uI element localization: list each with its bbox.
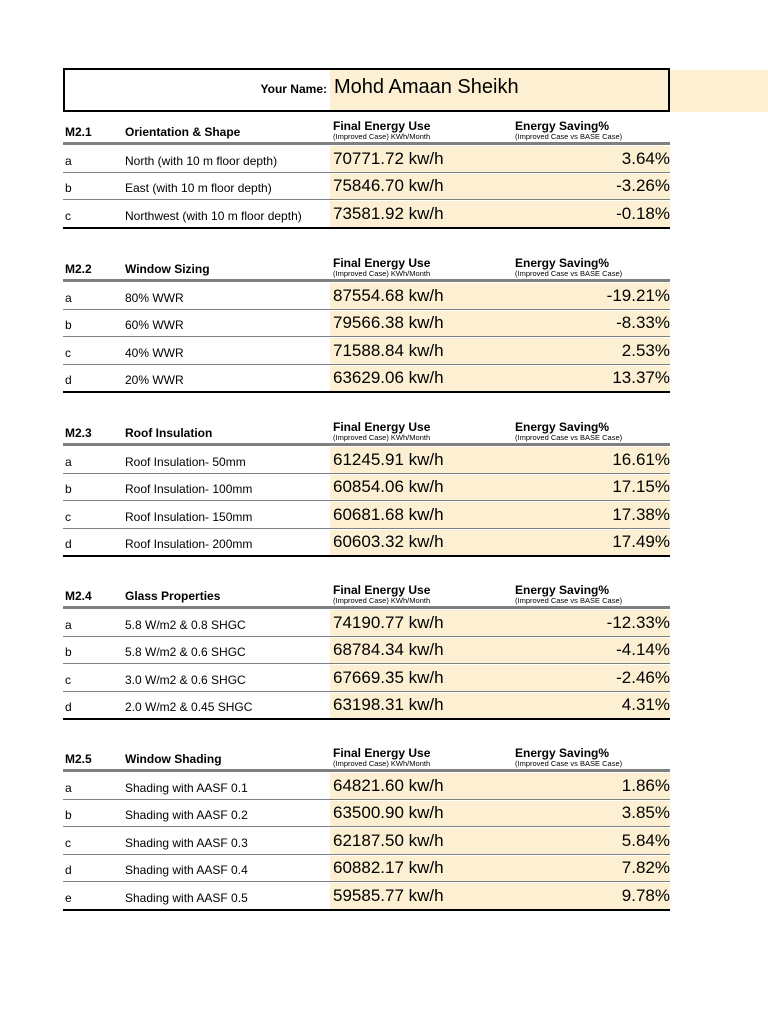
saving-value-cell[interactable]: 17.38%: [612, 504, 670, 524]
section-header: [63, 741, 670, 772]
col-energy-header: [333, 747, 430, 768]
energy-value-cell[interactable]: 59585.77 kw/h: [333, 885, 444, 905]
saving-value-cell[interactable]: 5.84%: [621, 830, 670, 850]
row-letter: a: [65, 290, 72, 305]
table-row: [63, 664, 670, 692]
col-saving-title: Energy Saving%: [515, 745, 610, 760]
row-label: Shading with AASF 0.3: [125, 835, 248, 850]
saving-value-cell[interactable]: 9.78%: [621, 885, 670, 905]
table-row: [63, 501, 670, 529]
table-row: [63, 145, 670, 173]
section-code: M2.5: [65, 752, 92, 766]
row-label: Roof Insulation- 50mm: [125, 454, 246, 469]
section-m2-1: [63, 114, 670, 229]
col-saving-title: Energy Saving%: [515, 419, 610, 434]
table-row: [63, 692, 670, 721]
section-title: Glass Properties: [125, 589, 221, 603]
saving-value-cell[interactable]: 2.53%: [621, 340, 670, 360]
col-energy-title: Final Energy Use: [333, 118, 431, 133]
section-code: M2.2: [65, 262, 92, 276]
saving-value-cell[interactable]: 16.61%: [612, 449, 670, 469]
table-row: [63, 827, 670, 855]
col-saving-subtitle: (Improved Case vs BASE Case): [515, 432, 623, 442]
section-title: Window Shading: [125, 752, 222, 766]
col-energy-subtitle: (Improved Case) KWh/Month: [333, 595, 431, 605]
section-code: M2.3: [65, 426, 92, 440]
section-title: Roof Insulation: [125, 426, 213, 440]
section-header: [63, 415, 670, 446]
table-row: [63, 365, 670, 394]
table-row: [63, 337, 670, 365]
saving-value-cell[interactable]: 3.64%: [621, 148, 670, 168]
col-saving-header: [515, 747, 622, 768]
row-letter: d: [65, 700, 72, 714]
col-saving-subtitle: (Improved Case vs BASE Case): [515, 595, 623, 605]
section-code: M2.1: [65, 125, 92, 139]
saving-value-cell[interactable]: -3.26%: [616, 176, 670, 195]
saving-value-cell[interactable]: -2.46%: [616, 667, 670, 687]
energy-value-cell[interactable]: 63198.31 kw/h: [333, 695, 444, 714]
row-label: 2.0 W/m2 & 0.45 SHGC: [125, 700, 253, 714]
col-saving-header: [515, 421, 622, 442]
energy-value-cell[interactable]: 61245.91 kw/h: [333, 449, 444, 469]
row-label: 5.8 W/m2 & 0.8 SHGC: [125, 617, 246, 632]
row-letter: b: [65, 482, 72, 496]
energy-value-cell[interactable]: 87554.68 kw/h: [333, 285, 444, 305]
table-row: [63, 446, 670, 474]
table-row: [63, 310, 670, 338]
energy-value-cell[interactable]: 71588.84 kw/h: [333, 340, 444, 360]
row-label: Roof Insulation- 150mm: [125, 509, 253, 524]
energy-value-cell[interactable]: 62187.50 kw/h: [333, 830, 444, 850]
row-label: Shading with AASF 0.5: [125, 890, 248, 905]
energy-value-cell[interactable]: 64821.60 kw/h: [333, 775, 444, 795]
row-letter: a: [65, 153, 72, 168]
section-m2-3: [63, 415, 670, 557]
row-label: Shading with AASF 0.1: [125, 780, 248, 795]
row-label: 40% WWR: [125, 345, 184, 360]
section-header: [63, 578, 670, 609]
energy-value-cell[interactable]: 67669.35 kw/h: [333, 667, 444, 687]
row-letter: c: [65, 672, 71, 687]
saving-value-cell[interactable]: 4.31%: [621, 695, 670, 714]
col-saving-subtitle: (Improved Case vs BASE Case): [515, 268, 623, 278]
energy-value-cell[interactable]: 60681.68 kw/h: [333, 504, 444, 524]
name-value[interactable]: Mohd Amaan Sheikh: [334, 76, 519, 98]
section-header: [63, 251, 670, 282]
row-label: Roof Insulation- 100mm: [125, 482, 253, 496]
energy-value-cell[interactable]: 75846.70 kw/h: [333, 176, 444, 195]
col-energy-header: [333, 421, 430, 442]
row-letter: b: [65, 645, 72, 659]
row-label: 80% WWR: [125, 290, 184, 305]
row-label: Northwest (with 10 m floor depth): [125, 208, 302, 223]
section-title: Orientation & Shape: [125, 125, 241, 139]
row-letter: d: [65, 863, 72, 877]
row-label: Roof Insulation- 200mm: [125, 537, 253, 551]
row-label: 3.0 W/m2 & 0.6 SHGC: [125, 672, 246, 687]
col-energy-subtitle: (Improved Case) KWh/Month: [333, 758, 431, 768]
col-energy-header: [333, 257, 430, 278]
saving-value-cell[interactable]: 17.15%: [612, 477, 670, 496]
saving-value-cell[interactable]: -4.14%: [616, 640, 670, 659]
section-title: Window Sizing: [125, 262, 210, 276]
section-code: M2.4: [65, 589, 92, 603]
col-energy-header: [333, 120, 430, 141]
col-saving-subtitle: (Improved Case vs BASE Case): [515, 131, 623, 141]
row-label: East (with 10 m floor depth): [125, 181, 272, 195]
saving-value-cell[interactable]: 3.85%: [621, 803, 670, 822]
row-label: North (with 10 m floor depth): [125, 153, 278, 168]
saving-value-cell[interactable]: -8.33%: [616, 313, 670, 332]
row-label: 20% WWR: [125, 373, 184, 387]
col-energy-title: Final Energy Use: [333, 582, 431, 597]
col-energy-header: [333, 584, 430, 605]
col-energy-title: Final Energy Use: [333, 745, 431, 760]
energy-value-cell[interactable]: 70771.72 kw/h: [333, 148, 444, 168]
saving-value-cell[interactable]: -0.18%: [616, 203, 670, 223]
table-row: [63, 637, 670, 665]
table-row: [63, 529, 670, 558]
col-saving-header: [515, 120, 622, 141]
energy-value-cell[interactable]: 68784.34 kw/h: [333, 640, 444, 659]
table-row: [63, 282, 670, 310]
saving-value-cell[interactable]: -19.21%: [606, 285, 670, 305]
col-energy-title: Final Energy Use: [333, 419, 431, 434]
energy-value-cell[interactable]: 63629.06 kw/h: [333, 368, 444, 387]
name-label: Your Name:: [260, 82, 327, 96]
col-saving-title: Energy Saving%: [515, 582, 610, 597]
col-energy-title: Final Energy Use: [333, 255, 431, 270]
row-letter: d: [65, 537, 72, 551]
energy-value-cell[interactable]: 73581.92 kw/h: [333, 203, 444, 223]
energy-value-cell[interactable]: 63500.90 kw/h: [333, 803, 444, 822]
saving-value-cell[interactable]: 7.82%: [621, 858, 670, 877]
energy-value-cell[interactable]: 79566.38 kw/h: [333, 313, 444, 332]
section-header: [63, 114, 670, 145]
section-m2-5: [63, 741, 670, 911]
row-label: 5.8 W/m2 & 0.6 SHGC: [125, 645, 246, 659]
col-saving-header: [515, 584, 622, 605]
row-letter: c: [65, 208, 71, 223]
row-label: Shading with AASF 0.2: [125, 808, 248, 822]
row-letter: b: [65, 808, 72, 822]
row-letter: c: [65, 345, 71, 360]
table-row: [63, 882, 670, 911]
col-saving-header: [515, 257, 622, 278]
row-label: 60% WWR: [125, 318, 184, 332]
table-row: [63, 609, 670, 637]
row-letter: b: [65, 181, 72, 195]
table-row: [63, 800, 670, 828]
section-m2-4: [63, 578, 670, 720]
energy-value-cell[interactable]: 60603.32 kw/h: [333, 532, 444, 551]
row-label: Shading with AASF 0.4: [125, 863, 248, 877]
col-saving-title: Energy Saving%: [515, 118, 610, 133]
saving-value-cell[interactable]: 13.37%: [612, 368, 670, 387]
row-letter: b: [65, 318, 72, 332]
col-saving-title: Energy Saving%: [515, 255, 610, 270]
saving-value-cell[interactable]: -12.33%: [606, 612, 670, 632]
col-saving-subtitle: (Improved Case vs BASE Case): [515, 758, 623, 768]
row-letter: a: [65, 454, 72, 469]
row-letter: d: [65, 373, 72, 387]
saving-value-cell[interactable]: 1.86%: [621, 775, 670, 795]
row-letter: a: [65, 617, 72, 632]
row-letter: a: [65, 780, 72, 795]
col-energy-subtitle: (Improved Case) KWh/Month: [333, 131, 431, 141]
energy-value-cell[interactable]: 74190.77 kw/h: [333, 612, 444, 632]
table-row: [63, 855, 670, 883]
col-energy-subtitle: (Improved Case) KWh/Month: [333, 268, 431, 278]
energy-value-cell[interactable]: 60882.17 kw/h: [333, 858, 444, 877]
row-letter: c: [65, 509, 71, 524]
col-energy-subtitle: (Improved Case) KWh/Month: [333, 432, 431, 442]
saving-value-cell[interactable]: 17.49%: [612, 532, 670, 551]
table-row: [63, 772, 670, 800]
energy-value-cell[interactable]: 60854.06 kw/h: [333, 477, 444, 496]
table-row: [63, 173, 670, 201]
row-letter: e: [65, 890, 72, 905]
row-letter: c: [65, 835, 71, 850]
section-m2-2: [63, 251, 670, 393]
table-row: [63, 200, 670, 229]
table-row: [63, 474, 670, 502]
